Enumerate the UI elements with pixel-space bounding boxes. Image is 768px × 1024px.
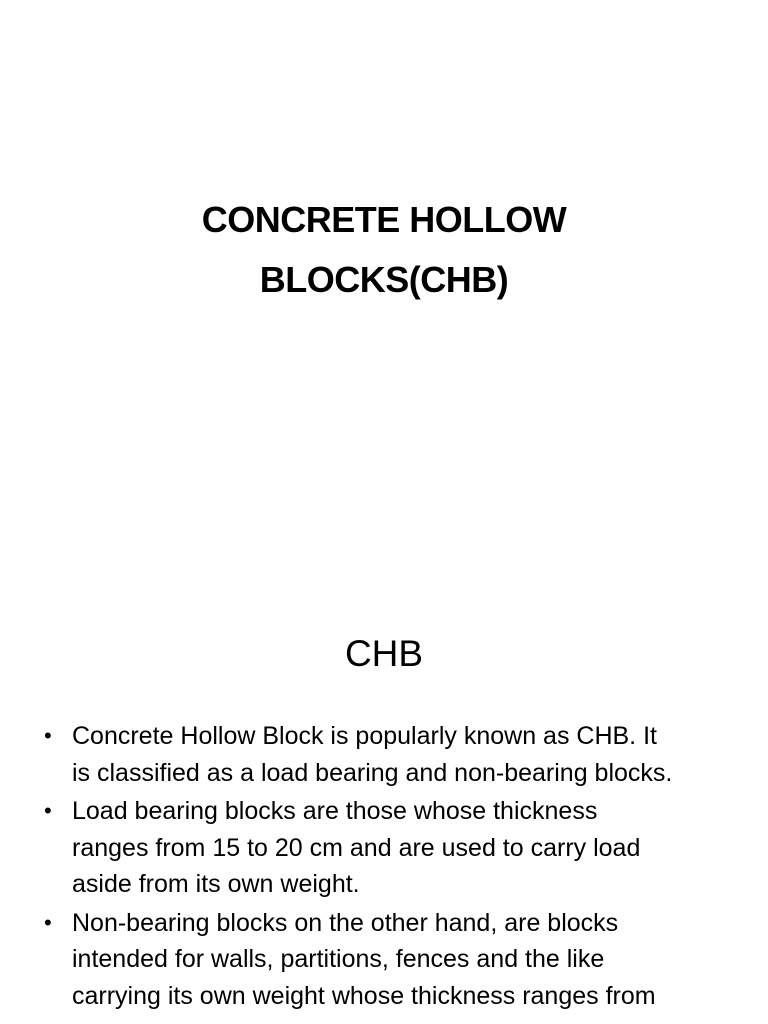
bullet-text-line: Concrete Hollow Block is popularly known as CHB. It: [72, 722, 657, 750]
bullet-text-line: is classified as a load bearing and non-bearing blocks.: [72, 758, 673, 787]
slide-heading: CHB: [344, 633, 424, 674]
bullet-text-line: intended for walls, partitions, fences and the like: [72, 945, 605, 973]
slide-title-line-2: BLOCKS(CHB): [259, 259, 509, 300]
bullet-item: [44, 905, 734, 1015]
slide-title: [0, 190, 768, 310]
content-slide: [0, 576, 768, 1024]
bullet-marker: •: [44, 798, 52, 823]
bullet-text-line: ranges from 15 to 20 cm and are used to carry load: [72, 833, 641, 862]
bullet-marker: •: [44, 909, 52, 935]
bullet-text-line: Load bearing blocks are those whose thickness: [72, 797, 598, 825]
slide-title-line-1: CONCRETE HOLLOW: [201, 199, 567, 240]
bullet-text-line: Non-bearing blocks on the other hand, are blocks: [72, 908, 619, 937]
bullet-list: [44, 718, 734, 1016]
bullet-marker: •: [44, 723, 52, 748]
bullet-item: [44, 793, 734, 903]
bullet-item: [44, 718, 734, 791]
bullet-text-line: aside from its own weight.: [72, 870, 360, 898]
bullet-text-line: carrying its own weight whose thickness ranges from: [72, 981, 656, 1010]
